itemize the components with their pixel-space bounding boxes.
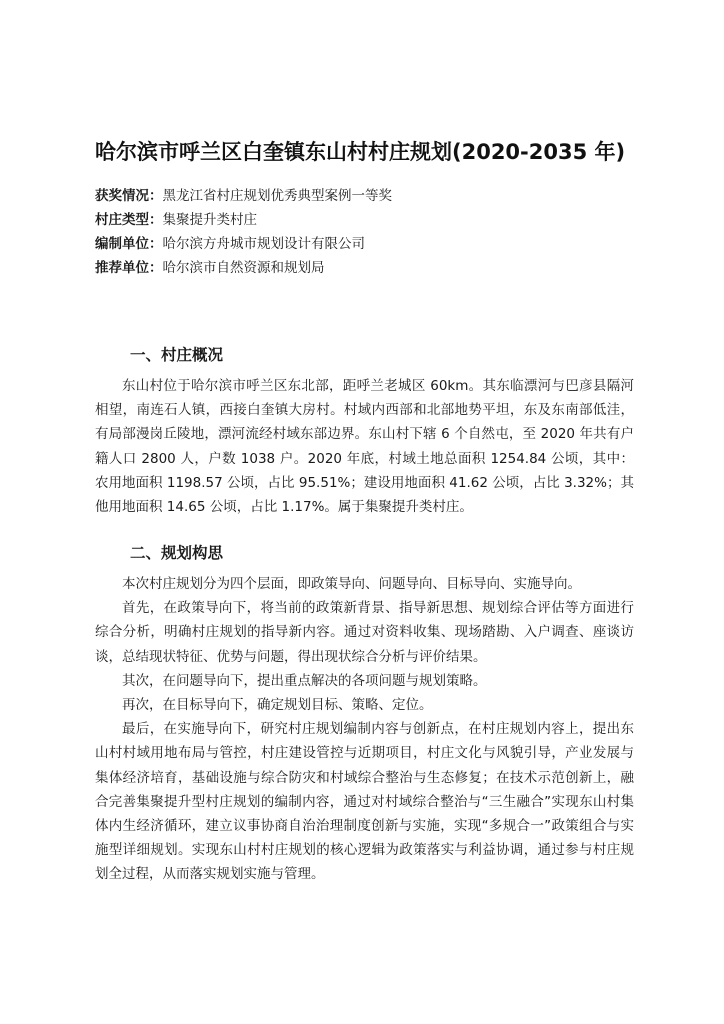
section-body-concept bbox=[95, 572, 634, 887]
paragraph: 东山村位于哈尔滨市呼兰区东北部，距呼兰老城区 60km。其东临漂河与巴彦县隔河相望，南连石人镇，西接白奎镇大房村。村域内西部和北部地势平坦，东及东南部低洼，有局部漫岗丘陵地，漂河流经村域东部边界。东山村下辖 6 个自然屯，至 2020 年共有户籍人口 2800 人，户数 1038 户。2020 年底，村域土地总面积 1254.84 公顷，其中：农用地面积 1198.57 公顷，占比 95.51%；建设用地面积 41.62 公顷，占比 3.32%；其他用地面积 14.65 公顷，占比 1.17%。属于集聚提升类村庄。 bbox=[95, 378, 634, 516]
paragraph: 首先，在政策导向下，将当前的政策新背景、指导新思想、规划综合评估等方面进行综合分析，明确村庄规划的指导新内容。通过对资料收集、现场踏勘、入户调查、座谈访谈，总结现状特征、优势与问题，得出现状综合分析与评价结果。 bbox=[95, 600, 634, 665]
award-info-block bbox=[95, 184, 655, 280]
paragraph: 其次，在问题导向下，提出重点解决的各项问题与规划策略。 bbox=[122, 672, 487, 689]
compiler-value: 哈尔滨方舟城市规划设计有限公司 bbox=[162, 236, 365, 252]
village-type-value: 集聚提升类村庄 bbox=[162, 212, 257, 228]
recommender-row bbox=[95, 256, 655, 280]
village-type-row bbox=[95, 208, 655, 232]
village-type-label: 村庄类型： bbox=[95, 212, 163, 228]
award-row bbox=[95, 184, 655, 208]
compiler-row bbox=[95, 232, 655, 256]
paragraph: 最后，在实施导向下，研究村庄规划编制内容与创新点，在村庄规划内容上，提出东山村村域用地布局与管控，村庄建设管控与近期项目，村庄文化与风貌引导，产业发展与集体经济培育，基础设施与综合防灾和村域综合整治与生态修复；在技术示范创新上，融合完善集聚提升型村庄规划的编制内容，通过对村域综合整治与“三生融合”实现东山村集体内生经济循环，建立议事协商自治治理制度创新与实施，实现“多规合一”政策组合与实施型详细规划。实现东山村村庄规划的核心逻辑为政策落实与利益协调，通过参与村庄规划全过程，从而落实规划实施与管理。 bbox=[95, 721, 634, 883]
section-heading-concept: 二、规划构思 bbox=[130, 544, 224, 562]
recommender-value: 哈尔滨市自然资源和规划局 bbox=[162, 260, 325, 276]
recommender-label: 推荐单位： bbox=[95, 260, 163, 276]
section-heading-overview: 一、村庄概况 bbox=[130, 346, 224, 364]
paragraph: 再次，在目标导向下，确定规划目标、策略、定位。 bbox=[122, 697, 433, 714]
award-label: 获奖情况： bbox=[95, 188, 163, 204]
document-title: 哈尔滨市呼兰区白奎镇东山村村庄规划(2020-2035 年) bbox=[95, 140, 626, 164]
paragraph: 本次村庄规划分为四个层面，即政策导向、问题导向、目标导向、实施导向。 bbox=[122, 576, 581, 592]
award-value: 黑龙江省村庄规划优秀典型案例一等奖 bbox=[162, 188, 392, 204]
section-body-overview bbox=[95, 374, 634, 519]
compiler-label: 编制单位： bbox=[95, 236, 163, 252]
